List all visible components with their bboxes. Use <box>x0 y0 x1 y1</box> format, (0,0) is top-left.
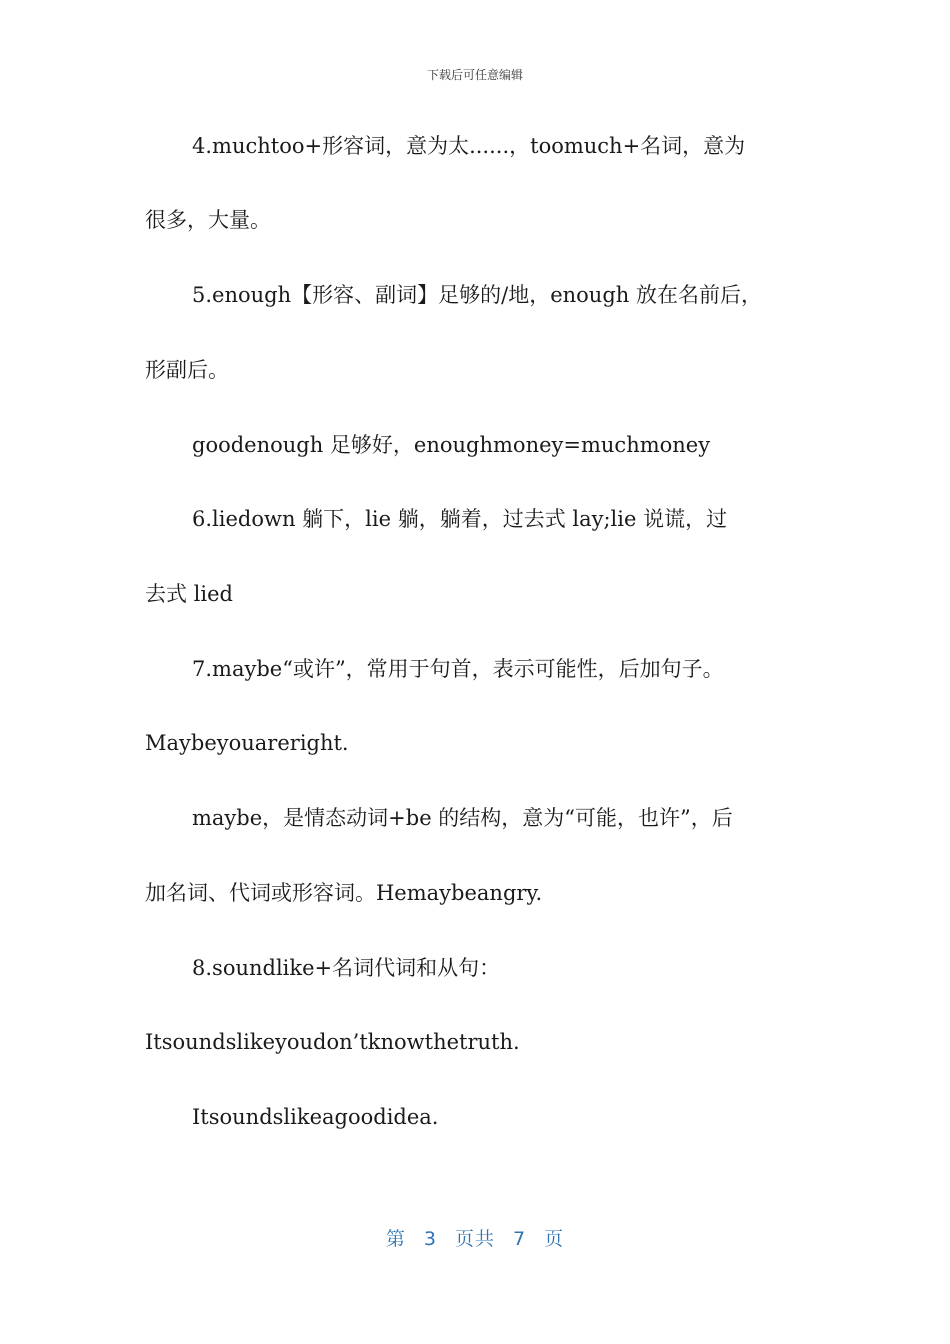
paragraph-5-example: goodenough 足够好，enoughmoney=muchmoney <box>192 433 711 457</box>
footer-middle: 页共 <box>454 1228 495 1250</box>
paragraph-8-line-2: Itsoundslikeyoudon’tknowthetruth. <box>145 1030 520 1054</box>
paragraph-5-line-2: 形副后。 <box>145 358 229 382</box>
paragraph-7-line-1: 7.maybe“或许”，常用于句首，表示可能性，后加句子。 <box>192 657 724 681</box>
paragraph-7b-line-1: maybe，是情态动词+be 的结构，意为“可能，也许”，后 <box>192 806 733 830</box>
paragraph-6-line-1: 6.liedown 躺下，lie 躺，躺着，过去式 lay;lie 说谎，过 <box>192 507 728 531</box>
paragraph-7b-line-2: 加名词、代词或形容词。Hemaybeangry. <box>145 881 543 905</box>
paragraph-4-line-2: 很多，大量。 <box>145 208 271 232</box>
page-footer <box>0 1226 950 1252</box>
paragraph-6-line-2: 去式 lied <box>145 582 233 606</box>
footer-suffix: 页 <box>544 1228 565 1250</box>
footer-prefix: 第 <box>385 1228 406 1250</box>
paragraph-8-line-1: 8.soundlike+名词代词和从句： <box>192 956 501 980</box>
paragraph-7-line-2: Maybeyouareright. <box>145 731 349 755</box>
page-header: 下载后可任意编辑 <box>426 68 523 82</box>
paragraph-4-line-1: 4.muchtoo+形容词，意为太......，toomuch+名词，意为 <box>192 134 746 158</box>
footer-current-page: 3 <box>423 1228 437 1250</box>
paragraph-8-line-3: Itsoundslikeagoodidea. <box>192 1105 439 1129</box>
paragraph-5-line-1: 5.enough【形容、副词】足够的/地，enough 放在名前后， <box>192 283 762 307</box>
footer-total-pages: 7 <box>513 1228 527 1250</box>
